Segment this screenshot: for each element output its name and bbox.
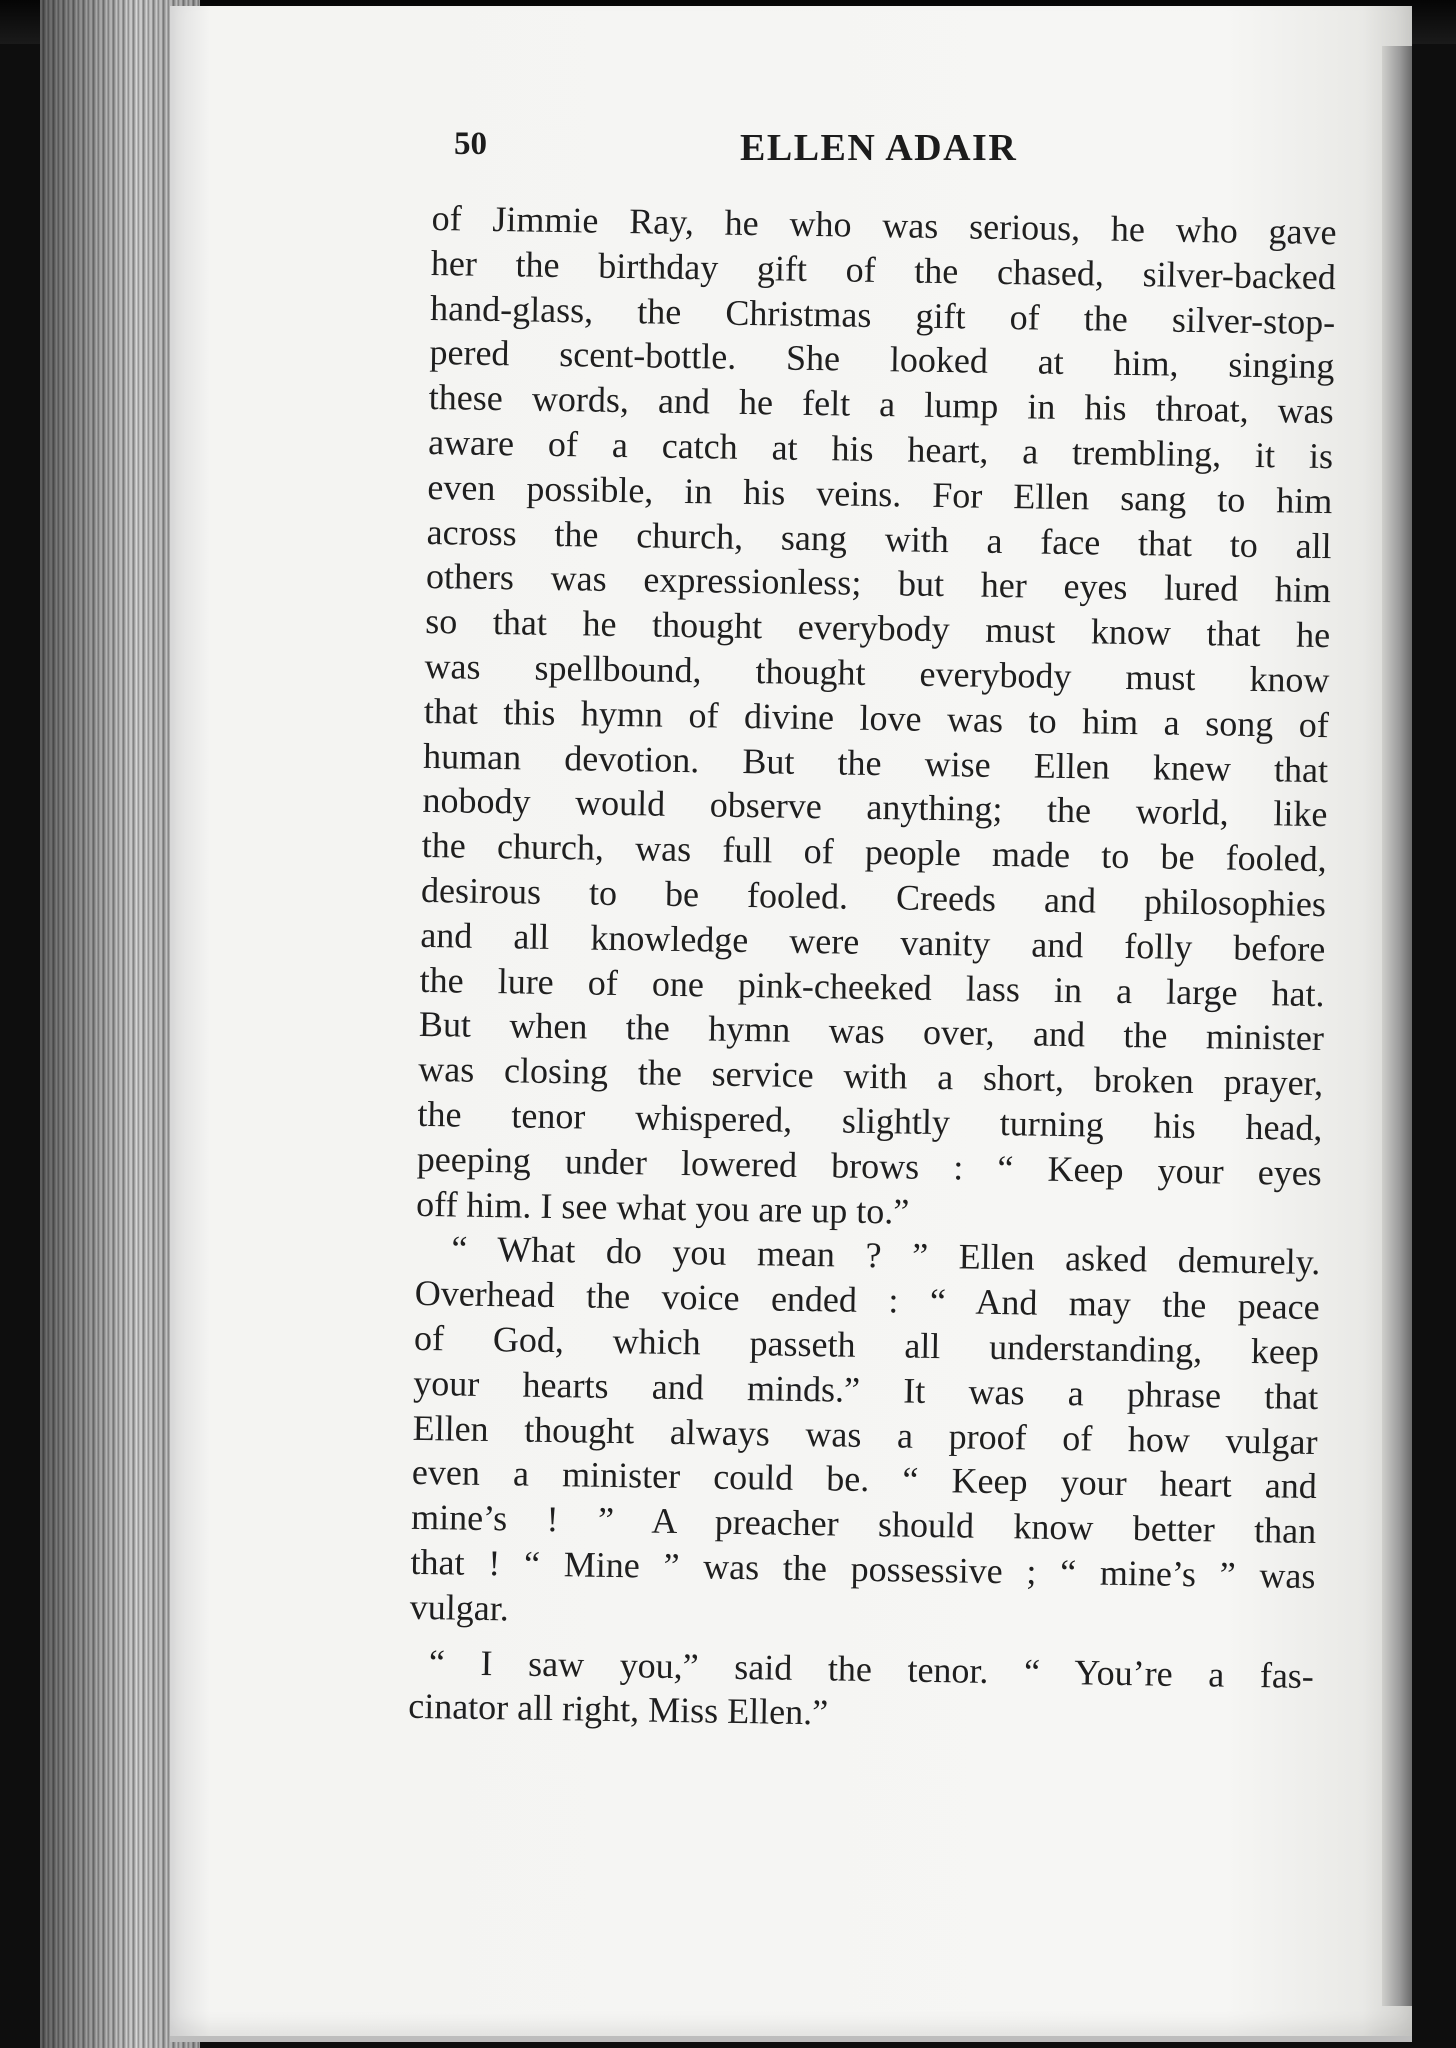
text-line: your hearts and minds.” It was a phrase that <box>413 1362 1319 1417</box>
text-line: Overhead the voice ended : “ And may the peace <box>414 1272 1320 1328</box>
text-line: that this hymn of divine love was to him a song of <box>423 690 1330 745</box>
book-page <box>170 6 1412 2042</box>
text-line: of Jimmie Ray, he who was serious, he who gave <box>431 197 1337 253</box>
text-line: peeping under lowered brows : “ Keep your eyes <box>416 1138 1323 1193</box>
text-line: hand-glass, the Christmas gift of the silver-stop- <box>429 287 1336 342</box>
page-number: 50 <box>454 126 487 162</box>
text-line: Ellen thought always was a proof of how vulgar <box>412 1407 1318 1462</box>
text-line: “ I saw you,” said the tenor. “ You’re a fas- <box>428 1641 1315 1696</box>
text-line: mine’s ! ” A preacher should know better than <box>410 1496 1317 1552</box>
text-line: even a minister could be. “ Keep your heart and <box>411 1452 1318 1507</box>
text-line: the tenor whispered, slightly turning his head, <box>417 1093 1323 1149</box>
text-line: these words, and he felt a lump in his throat, was <box>428 377 1335 432</box>
text-line: But when the hymn was over, and the minister <box>418 1004 1325 1059</box>
text-line: of God, which passeth all understanding, keep <box>413 1317 1320 1372</box>
text-line: nobody would observe anything; the world, like <box>422 780 1328 835</box>
text-line: aware of a catch at his heart, a trembling, it is <box>427 421 1334 477</box>
text-line: pered scent-bottle. She looked at him, singing <box>429 332 1335 387</box>
text-line: the lure of one pink-cheeked lass in a large hat. <box>419 959 1325 1014</box>
text-line: even possible, in his veins. For Ellen sang to him <box>427 466 1333 521</box>
text-line: across the church, sang with a face that to all <box>426 511 1332 566</box>
paragraph-2 <box>373 1226 1320 1644</box>
running-head: ELLEN ADAIR <box>740 127 1018 169</box>
text-line: the church, was full of people made to be fooled, <box>421 825 1328 880</box>
text-line: that ! “ Mine ” was the possessive ; “ mine’s ” was <box>410 1541 1316 1596</box>
page-right-edge <box>1382 46 1412 2006</box>
text-line: was spellbound, thought everybody must know <box>424 645 1330 701</box>
text-line: and all knowledge were vanity and folly before <box>420 914 1326 969</box>
paragraph-3 <box>408 1639 1314 1743</box>
body-text <box>408 196 1337 1743</box>
text-line: desirous to be fooled. Creeds and philosophies <box>420 869 1327 925</box>
page-header <box>454 126 1254 186</box>
text-line: her the birthday gift of the chased, silver-backed <box>430 242 1337 298</box>
text-line: so that he thought everybody must know that he <box>425 601 1331 656</box>
text-line: was closing the service with a short, broken prayer, <box>417 1049 1324 1104</box>
text-line: human devotion. But the wise Ellen knew that <box>422 735 1329 790</box>
text-line: off him. I see what you are up to.” <box>415 1183 910 1232</box>
text-line: cinator all right, Miss Ellen.” <box>407 1686 829 1733</box>
text-line: others was expressionless; but her eyes lured him <box>425 556 1332 611</box>
paragraph-1 <box>416 196 1337 1240</box>
text-line: “ What do you mean ? ” Ellen asked demurely. <box>451 1228 1321 1283</box>
text-line: vulgar. <box>409 1586 510 1629</box>
